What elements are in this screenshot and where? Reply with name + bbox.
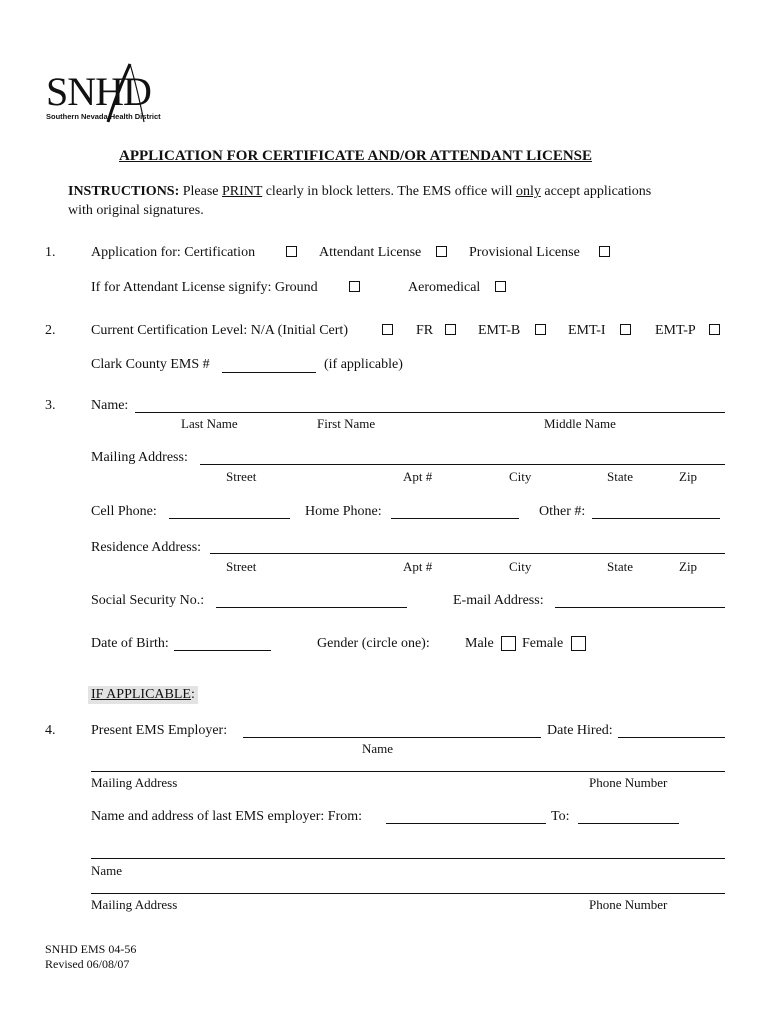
last-employer-from-field[interactable] [386,823,546,824]
certification-level-label: Current Certification Level: N/A (Initial Cert) [91,323,348,338]
female-checkbox[interactable] [571,636,586,651]
ssn-field[interactable] [216,607,407,608]
date-hired-field[interactable] [618,737,725,738]
signify-ground-label: If for Attendant License signify: Ground [91,280,318,295]
form-title: APPLICATION FOR CERTIFICATE AND/OR ATTENDANT LICENSE [119,148,593,164]
provisional-license-checkbox[interactable] [599,246,610,257]
last-employer-to-field[interactable] [578,823,679,824]
revised-date: Revised 06/08/07 [45,957,130,971]
first-name-caption: First Name [317,416,376,431]
clark-county-label: Clark County EMS # [91,357,210,372]
snhd-logo [44,62,184,124]
section-2-number: 2. [45,323,56,338]
provisional-license-label: Provisional License [469,245,580,260]
ssn-label: Social Security No.: [91,593,205,608]
employer-name-caption: Name [362,741,394,756]
residence-state-caption: State [607,559,633,574]
mailing-street-caption: Street [226,469,257,484]
instructions [68,184,651,200]
email-label: E-mail Address: [453,593,544,608]
ground-checkbox[interactable] [349,281,360,292]
attendant-license-checkbox[interactable] [436,246,447,257]
employer-phone-caption: Phone Number [589,775,668,790]
aeromedical-checkbox[interactable] [495,281,506,292]
clark-county-field[interactable] [222,372,316,373]
emt-p-checkbox[interactable] [709,324,720,335]
last-employer-name-field[interactable] [91,858,725,859]
residence-zip-caption: Zip [679,559,698,574]
instructions-text-3: accept applications [540,184,652,199]
cell-phone-field[interactable] [169,518,290,519]
name-label: Name: [91,398,129,413]
home-phone-label: Home Phone: [305,504,382,519]
gender-label: Gender (circle one): [317,636,430,651]
section-3-number: 3. [45,398,56,413]
fr-checkbox[interactable] [445,324,456,335]
mailing-address-label: Mailing Address: [91,450,188,465]
present-employer-field[interactable] [243,737,541,738]
fr-label: FR [416,323,434,338]
last-employer-label: Name and address of last EMS employer: From: [91,809,363,824]
present-employer-label: Present EMS Employer: [91,723,228,738]
mailing-state-caption: State [607,469,633,484]
other-number-field[interactable] [592,518,720,519]
male-checkbox[interactable] [501,636,516,651]
if-applicable-note: (if applicable) [324,357,403,372]
logo-subtitle: Southern Nevada Health District [46,112,161,121]
emt-i-checkbox[interactable] [620,324,631,335]
emt-p-label: EMT-P [655,323,696,338]
email-field[interactable] [555,607,725,608]
residence-apt-caption: Apt # [403,559,433,574]
last-employer-mailing-field[interactable] [91,893,725,894]
last-employer-name-caption: Name [91,863,123,878]
if-applicable-colon: : [190,687,195,702]
female-label: Female [522,636,564,651]
male-label: Male [465,636,494,651]
application-for-label: Application for: Certification [91,245,256,260]
if-applicable-text: IF APPLICABLE [91,687,191,702]
emt-b-checkbox[interactable] [535,324,546,335]
last-name-caption: Last Name [181,416,238,431]
instructions-print: PRINT [222,184,263,199]
if-applicable-heading [88,686,198,704]
dob-label: Date of Birth: [91,636,169,651]
na-initial-cert-checkbox[interactable] [382,324,393,335]
last-employer-mailing-caption: Mailing Address [91,897,178,912]
last-employer-phone-caption: Phone Number [589,897,668,912]
mailing-apt-caption: Apt # [403,469,433,484]
form-code: SNHD EMS 04-56 [45,942,137,956]
residence-city-caption: City [509,559,532,574]
middle-name-caption: Middle Name [544,416,616,431]
residence-address-label: Residence Address: [91,540,202,555]
last-employer-to-label: To: [551,809,570,824]
aeromedical-label: Aeromedical [408,280,481,295]
home-phone-field[interactable] [391,518,519,519]
instructions-only: only [515,184,541,199]
cell-phone-label: Cell Phone: [91,504,157,519]
mailing-city-caption: City [509,469,532,484]
logo-letters: SNHD [46,69,151,114]
mailing-address-field[interactable] [200,464,725,465]
date-hired-label: Date Hired: [547,723,613,738]
residence-address-field[interactable] [210,553,725,554]
dob-field[interactable] [174,650,271,651]
emt-i-label: EMT-I [568,323,606,338]
instructions-text-1: Please [182,184,223,199]
employer-mailing-caption: Mailing Address [91,775,178,790]
certification-checkbox[interactable] [286,246,297,257]
residence-street-caption: Street [226,559,257,574]
employer-mailing-field[interactable] [91,771,725,772]
mailing-zip-caption: Zip [679,469,698,484]
attendant-license-label: Attendant License [319,245,422,260]
instructions-line-2: with original signatures. [68,203,204,218]
section-1-number: 1. [45,245,56,260]
instructions-label: INSTRUCTIONS: [68,184,180,199]
emt-b-label: EMT-B [478,323,521,338]
name-field[interactable] [135,412,725,413]
instructions-text-2: clearly in block letters. The EMS office will [262,184,516,199]
other-number-label: Other #: [539,504,586,519]
section-4-number: 4. [45,723,56,738]
